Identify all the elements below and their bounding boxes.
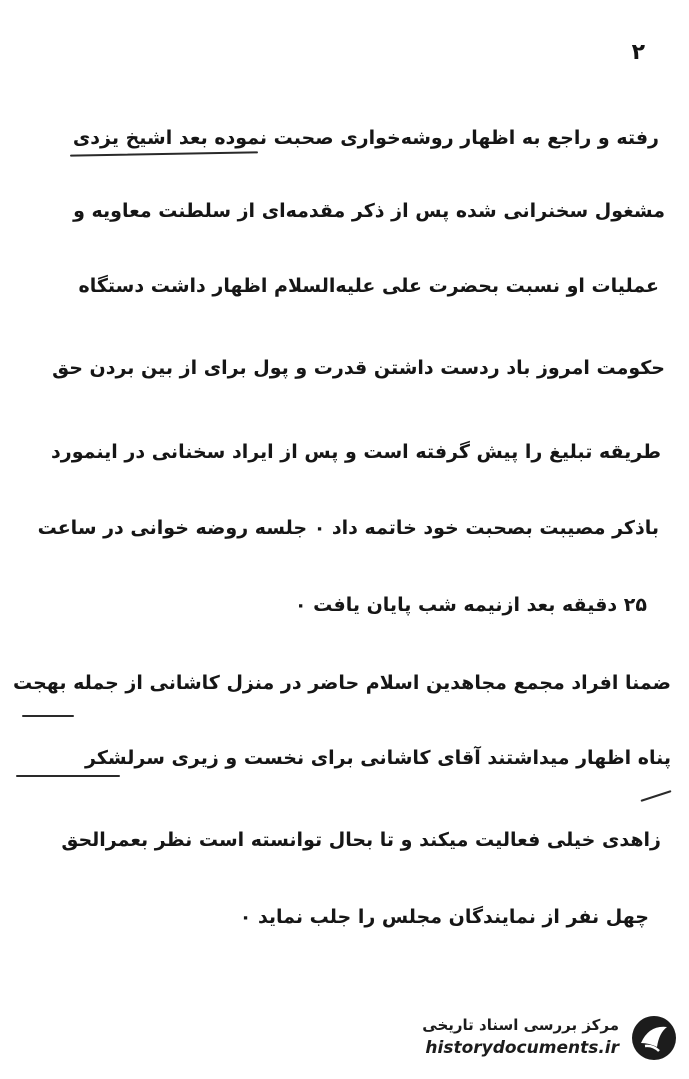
text-line-3: عملیات او نسبت بحضرت علی علیه‌السلام اظهار داشت دستگاه bbox=[78, 275, 659, 297]
text-line-9: پناه اظهار میداشتند آقای کاشانی برای نخست و زیری سرلشکر bbox=[85, 747, 671, 769]
text-line-10: زاهدی خیلی فعالیت میکند و تا بحال توانسته است نظر بعمرالحق bbox=[61, 829, 661, 851]
underline-mark bbox=[16, 775, 120, 777]
watermark bbox=[379, 1013, 679, 1067]
watermark-title: مرکز بررسی اسناد تاریخی bbox=[422, 1016, 619, 1034]
text-line-5: طریقه تبلیغ را پیش گرفته است و پس از ایراد سخنانی در اینمورد bbox=[51, 441, 661, 463]
text-line-1: رفته و راجع به‌ اظهار روشه‌خواری صحبت نموده بعد اشیخ یزدی bbox=[72, 127, 659, 149]
watermark-url: historydocuments.ir bbox=[425, 1038, 619, 1058]
text-line-6: باذکر مصیبت بصحبت خود خاتمه داد ٠ جلسه روضه خوانی در ساعت bbox=[37, 517, 659, 539]
archive-logo-icon bbox=[629, 1013, 679, 1063]
underline-mark bbox=[640, 790, 671, 802]
text-line-7: ۲۵ دقیقه بعد ازنیمه شب پایان یافت ٠ bbox=[294, 594, 647, 616]
text-line-11: چهل نفر از نمایندگان مجلس را جلب نماید ٠ bbox=[239, 906, 649, 928]
text-line-8: ضمنا افراد مجمع مجاهدین اسلام حاضر در منزل کاشانی از جمله بهجت bbox=[12, 672, 671, 694]
page-number: ۲ bbox=[631, 40, 645, 65]
underline-mark bbox=[22, 715, 74, 717]
watermark-text bbox=[422, 1013, 619, 1059]
text-line-4: حکومت امروز باد ردست داشتن قدرت و پول برای از بین بردن حق bbox=[52, 357, 665, 379]
text-line-2: مشغول سخنرانی شده پس از ذکر مقدمه‌ای از سلطنت معاویه و bbox=[73, 200, 665, 222]
